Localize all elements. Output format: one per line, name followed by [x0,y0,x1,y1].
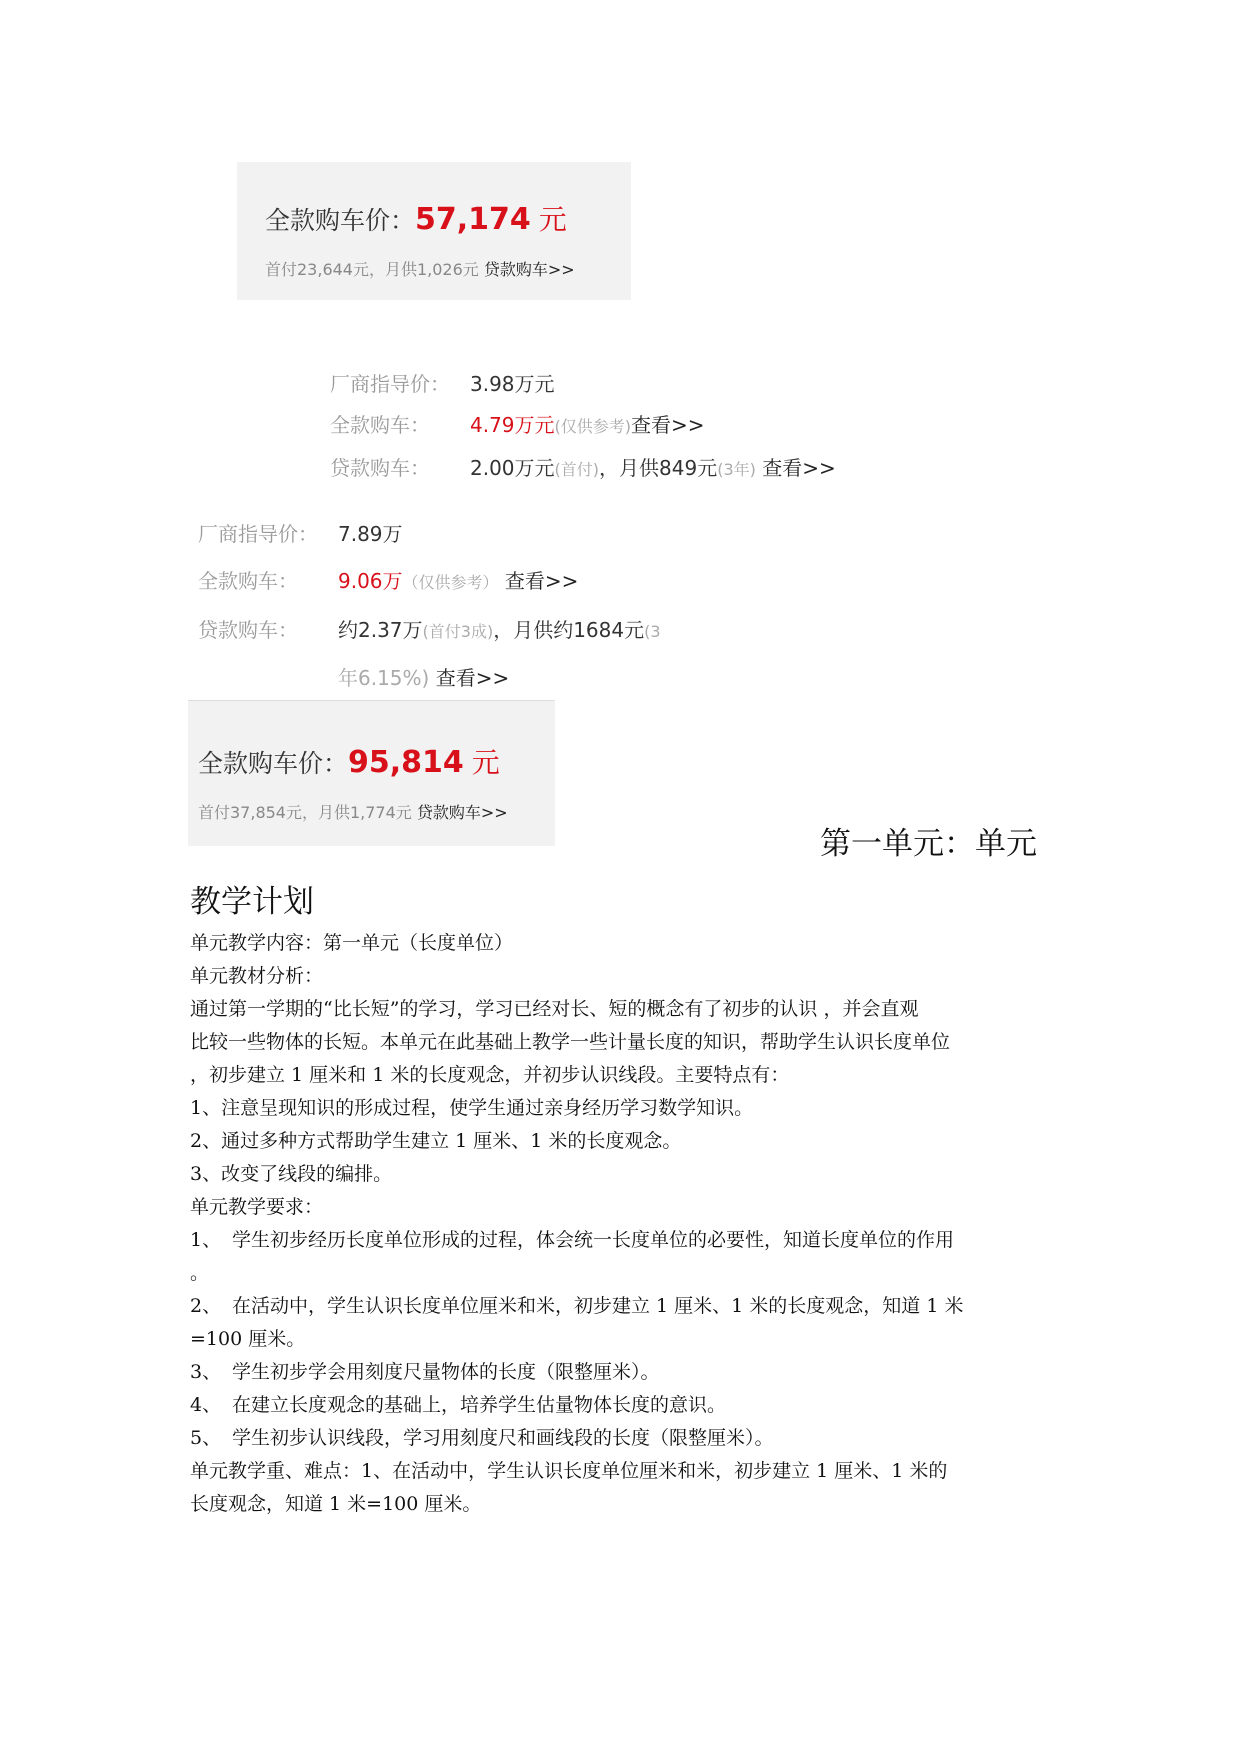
down-payment-value: 2.00万元 [470,456,555,480]
key-points-line-2: 长度观念，知道 1 米=100 厘米。 [190,1493,482,1515]
loan-summary-line [198,800,508,823]
analysis-paragraph-line-1: 通过第一学期的“比长短”的学习，学习已经对长、短的概念有了初步的认识 ，并会直观 [190,998,919,1020]
requirement-item-3 [190,1357,660,1384]
full-price-unit: 元 [538,203,567,236]
full-purchase-value: 9.06万 [338,569,403,593]
item-text: 学生初步认识线段，学习用刻度尺和画线段的长度（限整厘米）。 [232,1427,774,1449]
requirement-item-1-cont: 。 [190,1262,210,1284]
key-points-line-1: 单元教学重、难点：1、在活动中，学生认识长度单位厘米和米，初步建立 1 厘米、1 米的 [190,1460,948,1482]
down-payment-note: (首付) [554,460,600,479]
item-text: 在活动中，学生认识长度单位厘米和米，初步建立 1 厘米、1 米的长度观念，知道 1 米 [232,1295,964,1317]
item-number: 3、 [190,1361,222,1383]
price-card-2 [188,701,555,846]
term-note: (3 [644,622,661,641]
full-price-unit: 元 [471,746,500,779]
msrp-label: 厂商指导价： [330,372,450,396]
loan-summary-line [265,257,575,280]
requirement-item-4 [190,1390,726,1417]
item-text: 在建立长度观念的基础上，培养学生估量物体长度的意识。 [232,1394,727,1416]
unit-title-part-2: 教学计划 [190,884,314,920]
requirement-item-2 [190,1291,963,1318]
item-number: 4、 [190,1394,222,1416]
full-price-label: 全款购车价： [265,206,416,235]
requirement-item-1 [190,1225,954,1252]
full-price-label: 全款购车价： [198,749,349,778]
full-price-line [265,198,567,238]
view-link[interactable]: 查看>> [631,413,705,437]
msrp-value: 3.98万元 [470,372,555,396]
view-link[interactable]: 查看>> [762,456,836,480]
loan-summary-text: 首付23,644元，月供1,026元 [265,260,479,279]
feature-item-1: 1、注意呈现知识的形成过程，使学生通过亲身经历学习数学知识。 [190,1097,754,1119]
item-text: 学生初步经历长度单位形成的过程，体会统一长度单位的必要性，知道长度单位的作用 [232,1229,955,1251]
view-link[interactable]: 查看>> [435,666,510,690]
loan-purchase-label: 贷款购车： [198,618,298,642]
content-label: 单元教学内容：第一单元（长度单位） [190,932,514,954]
monthly-payment-value: ，月供约1684元 [493,618,645,642]
full-purchase-value: 4.79万元 [470,413,555,437]
reference-note: (仅供参考) [554,417,632,436]
analysis-label: 单元教材分析： [190,965,324,987]
loan-purchase-link[interactable]: 贷款购车>> [483,260,575,279]
full-price-line [198,741,500,781]
price-card-1 [237,162,631,300]
requirement-item-5 [190,1423,774,1450]
monthly-payment-value: ，月供849元 [599,456,718,480]
loan-amount-value: 约2.37万 [338,618,423,642]
requirement-item-2-cont: =100 厘米。 [190,1328,306,1350]
full-purchase-label: 全款购车： [198,569,298,593]
item-number: 2、 [190,1295,222,1317]
full-price-value: 95,814 [348,745,464,780]
item-number: 5、 [190,1427,222,1449]
feature-item-2: 2、通过多种方式帮助学生建立 1 厘米、1 米的长度观念。 [190,1130,682,1152]
full-purchase-label: 全款购车： [330,413,430,437]
analysis-paragraph-line-3: ，初步建立 1 厘米和 1 米的长度观念，并初步认识线段。主要特点有： [190,1064,790,1086]
reference-note: （仅供参考） [402,573,499,592]
loan-purchase-link[interactable]: 贷款购车>> [416,803,508,822]
rate-note: 年6.15%) [338,666,430,690]
full-price-value: 57,174 [415,202,531,237]
requirements-label: 单元教学要求： [190,1196,324,1218]
item-text: 学生初步学会用刻度尺量物体的长度（限整厘米）。 [232,1361,660,1383]
loan-purchase-label: 贷款购车： [330,456,430,480]
unit-title-part-1: 第一单元：单元 [820,826,1037,862]
analysis-paragraph-line-2: 比较一些物体的长短。本单元在此基础上教学一些计量长度的知识，帮助学生认识长度单位 [190,1031,951,1053]
item-number: 1、 [190,1229,222,1251]
down-payment-note: (首付3成) [422,622,494,641]
term-note: (3年) [717,460,756,479]
view-link[interactable]: 查看>> [504,569,579,593]
loan-summary-text: 首付37,854元，月供1,774元 [198,803,412,822]
feature-item-3: 3、改变了线段的编排。 [190,1163,393,1185]
msrp-label: 厂商指导价： [198,522,318,546]
msrp-value: 7.89万 [338,522,403,546]
